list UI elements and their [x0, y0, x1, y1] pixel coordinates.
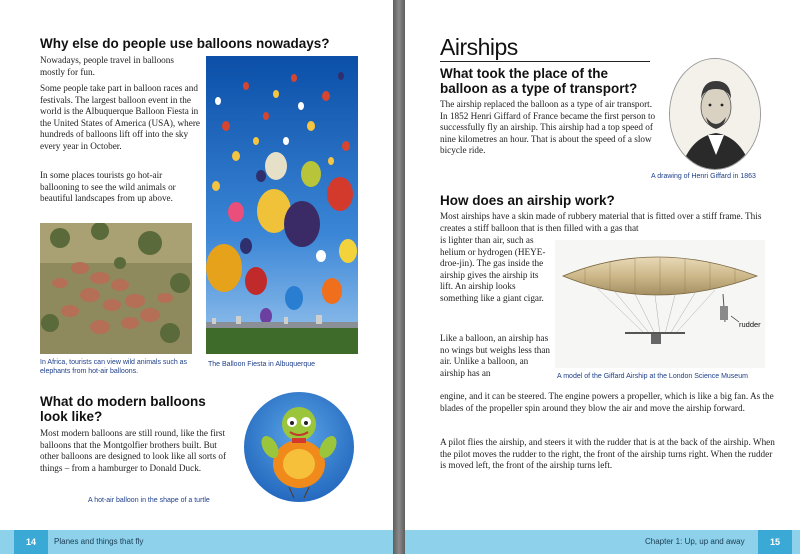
henri-giffard-drawing: [669, 58, 761, 170]
left-page: [0, 0, 393, 554]
right-para-engine: engine, and it can be steered. The engine powers a propeller, which is like a big fan. As the blades of the propeller spin around they blow the air and move the airship forward.: [440, 391, 774, 413]
left-heading-modern-balloons: What do modern balloons look like?: [40, 394, 206, 424]
left-page-number: 14: [14, 530, 48, 554]
right-footer: [405, 530, 800, 554]
right-footer-chapter: Chapter 1: Up, up and away: [645, 537, 745, 546]
right-para-no-wings: Like a balloon, an airship has no wings but weighs less than air. Unlike a balloon, an airship has an: [440, 333, 550, 378]
left-para-tourists: In some places tourists go hot-air ballooning to see the wild animals or beautiful landscapes from up above.: [40, 170, 176, 204]
book-gutter: [393, 0, 405, 554]
title-underline: [440, 61, 650, 62]
caption-balloon-fiesta: The Balloon Fiesta in Albuquerque: [208, 361, 316, 368]
caption-henri-giffard: A drawing of Henri Giffard in 1863: [651, 173, 756, 180]
right-para-replaced: The airship replaced the balloon as a type of air transport. In 1852 Henri Giffard of France became the first person to successfully fly an airship. This airship had a top speed of nine kilometres an hour. That is about the speed of a slow bicycle ride.: [440, 99, 656, 156]
left-heading-why-balloons: Why else do people use balloons nowadays?: [40, 36, 330, 51]
caption-turtle-balloon: A hot-air balloon in the shape of a turtle: [88, 497, 210, 504]
label-rudder: rudder: [739, 320, 761, 329]
left-para-fiesta: Some people take part in balloon races and festivals. The largest balloon event in the world is the Albuquerque Balloon Fiesta in the United States of America (USA), where hundreds of balloons lift off into the sky every year in October.: [40, 83, 200, 151]
right-heading-took-place: What took the place of the balloon as a type of transport?: [440, 66, 638, 96]
left-para-modern: Most modern balloons are still round, like the first balloons that the Montgolfier brothers built. But other balloons are designed to look like all sorts of things – from a hamburger to Donald Duck.: [40, 428, 227, 473]
left-footer-title: Planes and things that fly: [54, 537, 144, 546]
left-para-fun: Nowadays, people travel in balloons mostly for fun.: [40, 55, 174, 77]
right-para-skin: Most airships have a skin made of rubbery material that is fitted over a stiff frame. This creates a stiff balloon that is then filled with a gas that: [440, 211, 762, 233]
right-title-airships: Airships: [440, 34, 518, 60]
right-para-lighter: is lighter than air, such as helium or hydrogen (HEYE-droe-jin). The gas inside the airship gives the airship its lift. An airship looks something like a giant cigar.: [440, 235, 546, 303]
right-page-number: 15: [758, 530, 792, 554]
giffard-airship-model-photo: [555, 240, 765, 368]
right-para-pilot: A pilot flies the airship, and steers it with the rudder that is at the back of the airship. When the pilot moves the rudder to the right, the front of the airship turns right. When the rudder is moved left, the front of the airship turns left.: [440, 437, 775, 471]
right-heading-how-works: How does an airship work?: [440, 193, 615, 208]
caption-elephants: In Africa, tourists can view wild animals such as elephants from hot-air balloons.: [40, 359, 188, 375]
elephants-photo: [40, 223, 192, 354]
right-page: [405, 0, 800, 554]
balloon-fiesta-photo: [206, 56, 358, 354]
caption-airship-model: A model of the Giffard Airship at the London Science Museum: [557, 373, 748, 380]
left-footer: [0, 530, 393, 554]
turtle-balloon-photo: [244, 392, 354, 502]
